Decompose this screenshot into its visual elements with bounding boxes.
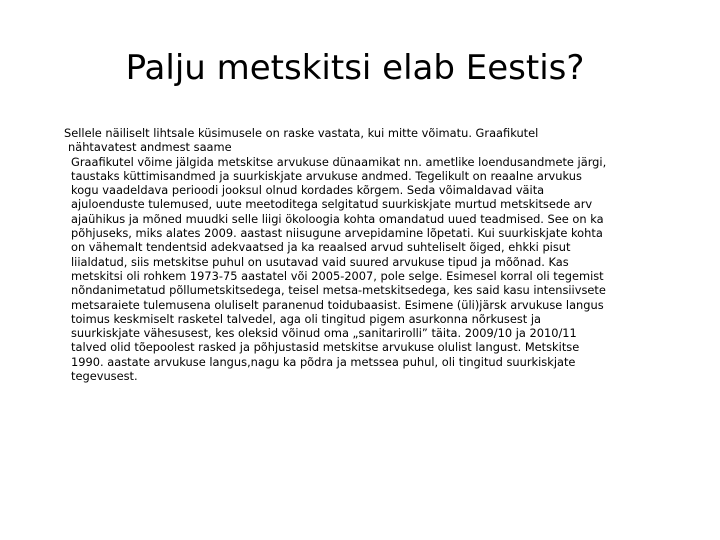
body-line: ajaühikus ja mõned muudki selle liigi ökoloogia kohta omandatud uued teadmised. See on ka [71, 211, 604, 226]
body-line: metsaraiete tulemusena oluliselt paranenud toidubaasist. Esimene (üli)järsk arvukuse langus [71, 297, 604, 312]
body-line: taustaks küttimisandmed ja suurkiskjate arvukuse andmed. Tegelikult on reaalne arvukus [71, 168, 582, 183]
body-line: liialdatud, siis metskitse puhul on usutavad vaid suured arvukuse tipud ja mõõnad. Kas [71, 254, 569, 269]
body-line: tegevusest. [71, 369, 138, 384]
body-line: nõndanimetatud põllumetskitsedega, teisel metsa-metskitsedega, kes said kasu intensiivsete [71, 283, 606, 298]
body-line: Graafikutel võime jälgida metskitse arvukuse dünaamikat nn. ametlike loendusandmete järgi, [71, 154, 607, 169]
body-line: ajuloenduste tulemused, uute meetoditega selgitatud suurkiskjate murtud metskitsede arv [71, 197, 593, 212]
slide-body-text [64, 126, 704, 383]
body-line: suurkiskjate vähesusest, kes oleksid võinud oma „sanitarirolli” täita. 2009/10 ja 2010/11 [71, 326, 577, 341]
body-line: Sellele näiliselt lihtsale küsimusele on raske vastata, kui mitte võimatu. Graafikutel [64, 126, 539, 140]
body-line: toimus keskmiselt rasketel talvedel, aga oli tingitud pigem asurkonna nõrkusest ja [71, 311, 542, 326]
body-line: talved olid tõepoolest rasked ja põhjustasid metskitse arvukuse olulist langust. Metskitse [71, 340, 580, 355]
slide-title: Palju metskitsi elab Eestis? [125, 48, 585, 88]
body-line: nähtavatest andmest saame [68, 140, 232, 155]
body-line: põhjuseks, miks alates 2009. aastast niisugune arvepidamine lõpetati. Kui suurkiskjate kohta [71, 226, 603, 241]
body-line: kogu vaadeldava perioodi jooksul olnud kordades kõrgem. Seda võimaldavad väita [71, 183, 545, 198]
body-line: on vähemalt tendentsid adekvaatsed ja ka reaalsed arvud suhteliselt õiged, ehkki pisut [71, 240, 571, 255]
body-line: 1990. aastate arvukuse langus,nagu ka põdra ja metssea puhul, oli tingitud suurkiskjate [71, 354, 576, 369]
body-line: metskitsi oli rohkem 1973-75 aastatel või 2005-2007, pole selge. Esimesel korral oli tegemist [71, 268, 604, 283]
